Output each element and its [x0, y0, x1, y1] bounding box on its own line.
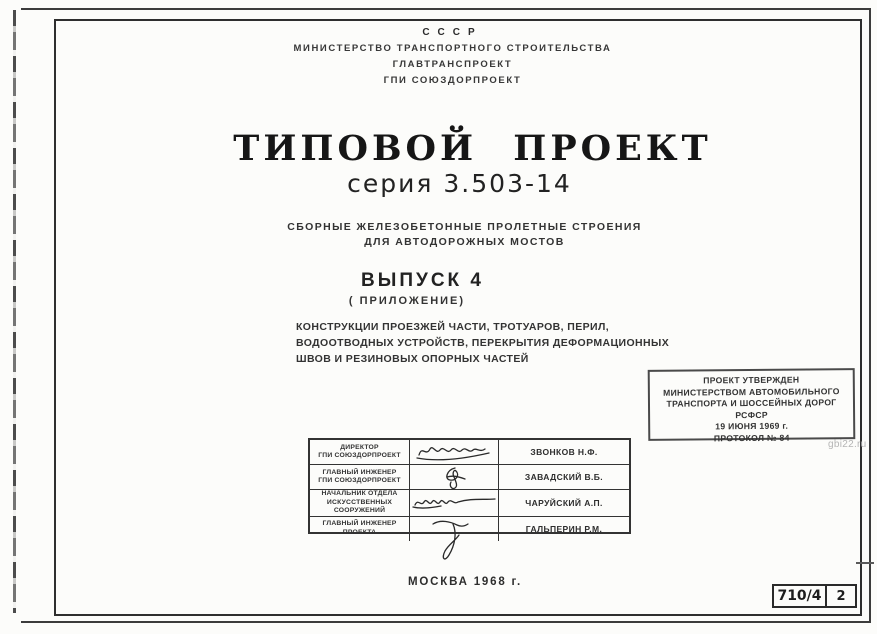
approval-line-5: ПРОТОКОЛ № 84	[713, 432, 790, 443]
description-line-3: ШВОВ И РЕЗИНОВЫХ ОПОРНЫХ ЧАСТЕЙ	[296, 353, 529, 365]
registration-tick-mark	[856, 562, 874, 564]
position-cell	[310, 517, 410, 541]
approval-line-2: МИНИСТЕРСТВОМ АВТОМОБИЛЬНОГО	[663, 385, 840, 398]
approval-line-3: ТРАНСПОРТА И ШОССЕЙНЫХ ДОРОГ РСФСР	[666, 397, 837, 420]
position-org: ГПИ СОЮЗДОРПРОЕКТ	[318, 452, 401, 459]
position-title: ГЛАВНЫЙ ИНЖЕНЕР	[322, 520, 397, 527]
signature-cell	[410, 490, 499, 517]
issue-number: ВЫПУСК 4	[361, 270, 484, 291]
ministry-label: МИНИСТЕРСТВО ТРАНСПОРТНОГО СТРОИТЕЛЬСТВА	[293, 43, 612, 54]
document-subtitle	[26, 220, 877, 250]
site-watermark: gbi22.ru	[828, 439, 867, 450]
signature-cell	[410, 465, 499, 490]
subtitle-line-1: СБОРНЫЕ ЖЕЛЕЗОБЕТОННЫЕ ПРОЛЕТНЫЕ СТРОЕНИЯ	[287, 221, 642, 233]
sheet-number: 2	[836, 588, 846, 604]
org1-label: ГЛАВТРАНСПРОЕКТ	[392, 59, 513, 70]
series-number: серия 3.503-14	[347, 169, 572, 198]
signature-zavadsky-icon	[411, 465, 497, 489]
subtitle-line-2: ДЛЯ АВТОДОРОЖНЫХ МОСТОВ	[364, 236, 565, 248]
position-cell	[310, 465, 410, 490]
signature-table	[308, 438, 631, 534]
position-title: ДИРЕКТОР	[340, 443, 379, 451]
description-line-1: КОНСТРУКЦИИ ПРОЕЗЖЕЙ ЧАСТИ, ТРОТУАРОВ, ПЕРИЛ,	[296, 321, 610, 333]
name-cell	[499, 490, 629, 517]
approval-line-1: ПРОЕКТ УТВЕРЖДЕН	[703, 374, 800, 386]
position-cell	[310, 440, 410, 465]
approval-line-4: 19 ИЮНЯ 1969 г.	[715, 420, 789, 432]
signatory-name: ЗАВАДСКИЙ В.Б.	[524, 472, 604, 482]
position-title: ГЛАВНЫЙ ИНЖЕНЕР	[322, 468, 397, 476]
name-cell	[499, 517, 629, 541]
approval-stamp-box	[648, 368, 856, 441]
city-year-label: МОСКВА 1968 г.	[408, 576, 522, 588]
country-label: СССР	[422, 27, 483, 38]
signature-galperin-icon	[411, 517, 497, 541]
name-cell	[499, 440, 629, 465]
scan-page-edge	[13, 10, 16, 613]
description-line-2: ВОДООТВОДНЫХ УСТРОЙСТВ, ПЕРЕКРЫТИЯ ДЕФОРМАЦИОННЫХ	[296, 337, 670, 349]
org2-label: ГПИ СОЮЗДОРПРОЕКТ	[383, 75, 522, 86]
issue-note: ( ПРИЛОЖЕНИЕ)	[348, 295, 466, 307]
position-org: ГПИ СОЮЗДОРПРОЕКТ	[318, 477, 401, 484]
sheet-number-stamp	[772, 584, 857, 608]
contents-description	[296, 319, 676, 367]
position-cell	[310, 490, 410, 517]
position-title: НАЧАЛЬНИК ОТДЕЛА	[321, 490, 398, 497]
position-org: ИСКУССТВЕННЫХ СООРУЖЕНИЙ	[326, 498, 393, 514]
signature-cell	[410, 440, 499, 465]
project-code: 710/4	[774, 586, 827, 606]
name-cell	[499, 465, 629, 490]
signature-cell	[410, 517, 499, 541]
signatory-name: ЧАРУЙСКИЙ А.П.	[525, 497, 603, 508]
signature-charuysky-icon	[411, 491, 497, 515]
document-title: ТИПОВОЙ ПРОЕКТ	[233, 128, 712, 169]
position-org: ПРОЕКТА	[342, 528, 377, 536]
signatory-name: ЗВОНКОВ Н.Ф.	[530, 447, 598, 457]
signatory-name: ГАЛЬПЕРИН Р.М.	[525, 523, 603, 534]
letterhead	[14, 27, 877, 91]
signature-zvonkov-icon	[411, 440, 497, 464]
